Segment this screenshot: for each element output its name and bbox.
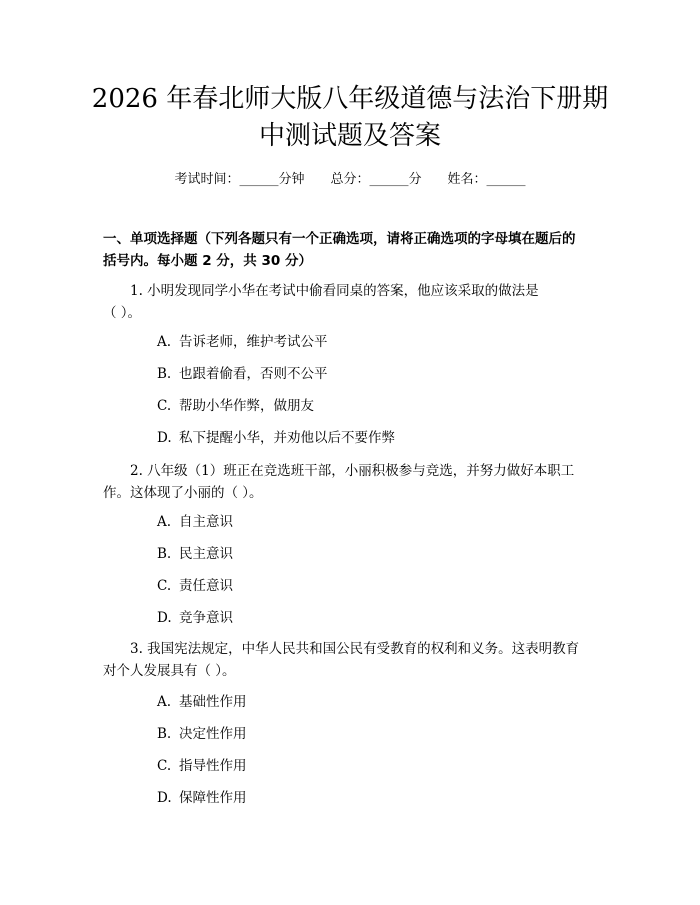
document-title-line-1: 2026 年春北师大版八年级道德与法治下册期 xyxy=(91,84,609,114)
question-2-text: 2. 八年级（1）班正在竞选班干部，小丽积极参与竞选，并努力做好本职工 xyxy=(130,463,575,479)
student-name-field: 姓名：______ xyxy=(447,172,526,187)
question-1-option-b: B. 也跟着偷看，否则不公平 xyxy=(157,366,328,382)
document-title-line-2: 中测试题及答案 xyxy=(258,121,441,151)
section-heading-line-2: 括号内。每小题 2 分，共 30 分） xyxy=(103,253,312,269)
question-2-option-a: A. 自主意识 xyxy=(157,514,233,530)
question-3-option-c: C. 指导性作用 xyxy=(157,758,247,774)
question-1-text-cont: （ ）。 xyxy=(103,305,142,321)
question-2-text-cont: 作。这体现了小丽的（ ）。 xyxy=(103,485,263,501)
question-3-option-d: D. 保障性作用 xyxy=(157,790,247,806)
question-1-option-a: A. 告诉老师，维护考试公平 xyxy=(157,334,328,350)
exam-time-field: 考试时间：______分钟 xyxy=(174,172,305,187)
question-3-text: 3. 我国宪法规定，中华人民共和国公民有受教育的权利和义务。这表明教育 xyxy=(130,641,580,657)
section-heading-line-1: 一、单项选择题（下列各题只有一个正确选项，请将正确选项的字母填在题后的 xyxy=(103,231,576,247)
question-1-text: 1. 小明发现同学小华在考试中偷看同桌的答案，他应该采取的做法是 xyxy=(130,283,539,299)
question-1-option-d: D. 私下提醒小华，并劝他以后不要作弊 xyxy=(157,430,395,446)
question-3-option-a: A. 基础性作用 xyxy=(157,694,247,710)
question-2-option-b: B. 民主意识 xyxy=(157,546,233,562)
question-3-text-cont: 对个人发展具有（ ）。 xyxy=(103,663,236,679)
question-2-option-d: D. 竞争意识 xyxy=(157,610,233,626)
question-3-option-b: B. 决定性作用 xyxy=(157,726,247,742)
question-1-option-c: C. 帮助小华作弊，做朋友 xyxy=(157,398,314,414)
total-score-field: 总分：______分 xyxy=(330,172,422,187)
question-2-option-c: C. 责任意识 xyxy=(157,578,233,594)
exam-meta-row xyxy=(0,170,700,190)
